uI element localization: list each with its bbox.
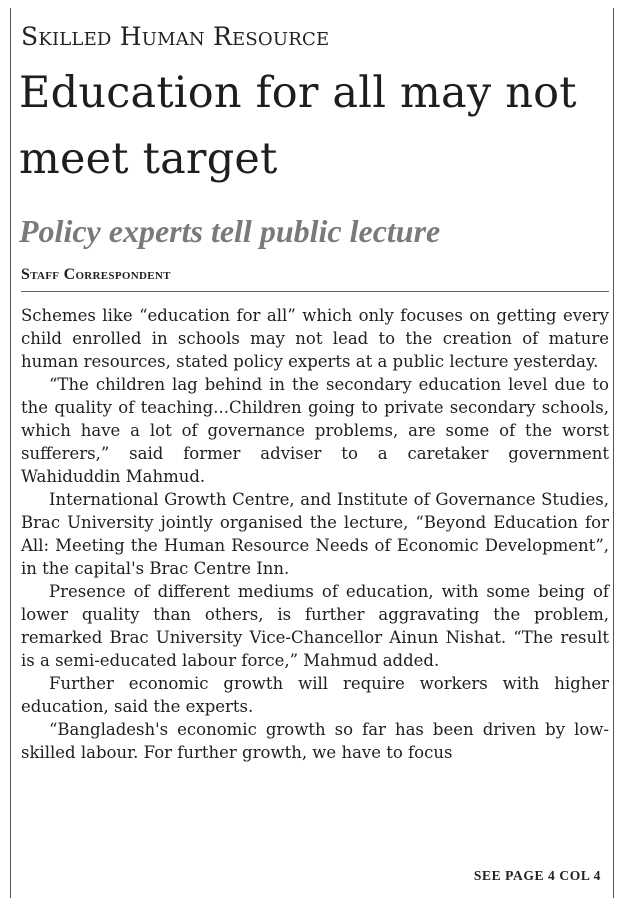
subheadline: Policy experts tell public lecture: [19, 213, 441, 249]
byline-divider: [21, 291, 609, 292]
section-kicker: Skilled Human Resource: [21, 22, 330, 51]
article-body: [21, 304, 609, 764]
paragraph: “The children lag behind in the secondary education level due to the quality of teaching...Children going to private secondary schools, which have a lot of governance problems, are some of the worst sufferers,” said former adviser to a caretaker government Wahiduddin Mahmud.: [21, 375, 609, 486]
paragraph: Presence of different mediums of education, with some being of lower quality than others, is further aggravating the problem, remarked Brac University Vice-Chancellor Ainun Nishat. “The result is a semi-educated labour force,” Mahmud added.: [21, 582, 609, 670]
article-clipping: [10, 8, 614, 898]
byline: Staff Correspondent: [21, 266, 171, 283]
paragraph: “Bangladesh's economic growth so far has been driven by low-skilled labour. For further growth, we have to focus: [21, 720, 609, 762]
continuation-note: SEE PAGE 4 COL 4: [473, 868, 601, 883]
headline: Education for all may not meet target: [19, 68, 577, 184]
paragraph: International Growth Centre, and Institute of Governance Studies, Brac University jointly organised the lecture, “Beyond Education for All: Meeting the Human Resource Needs of Economic Development”, in the capital's Brac Centre Inn.: [21, 490, 609, 578]
paragraph: Schemes like “education for all” which only focuses on getting every child enrolled in schools may not lead to the creation of mature human resources, stated policy experts at a public lecture yesterday.: [21, 306, 609, 371]
paragraph: Further economic growth will require workers with higher education, said the experts.: [21, 674, 609, 716]
